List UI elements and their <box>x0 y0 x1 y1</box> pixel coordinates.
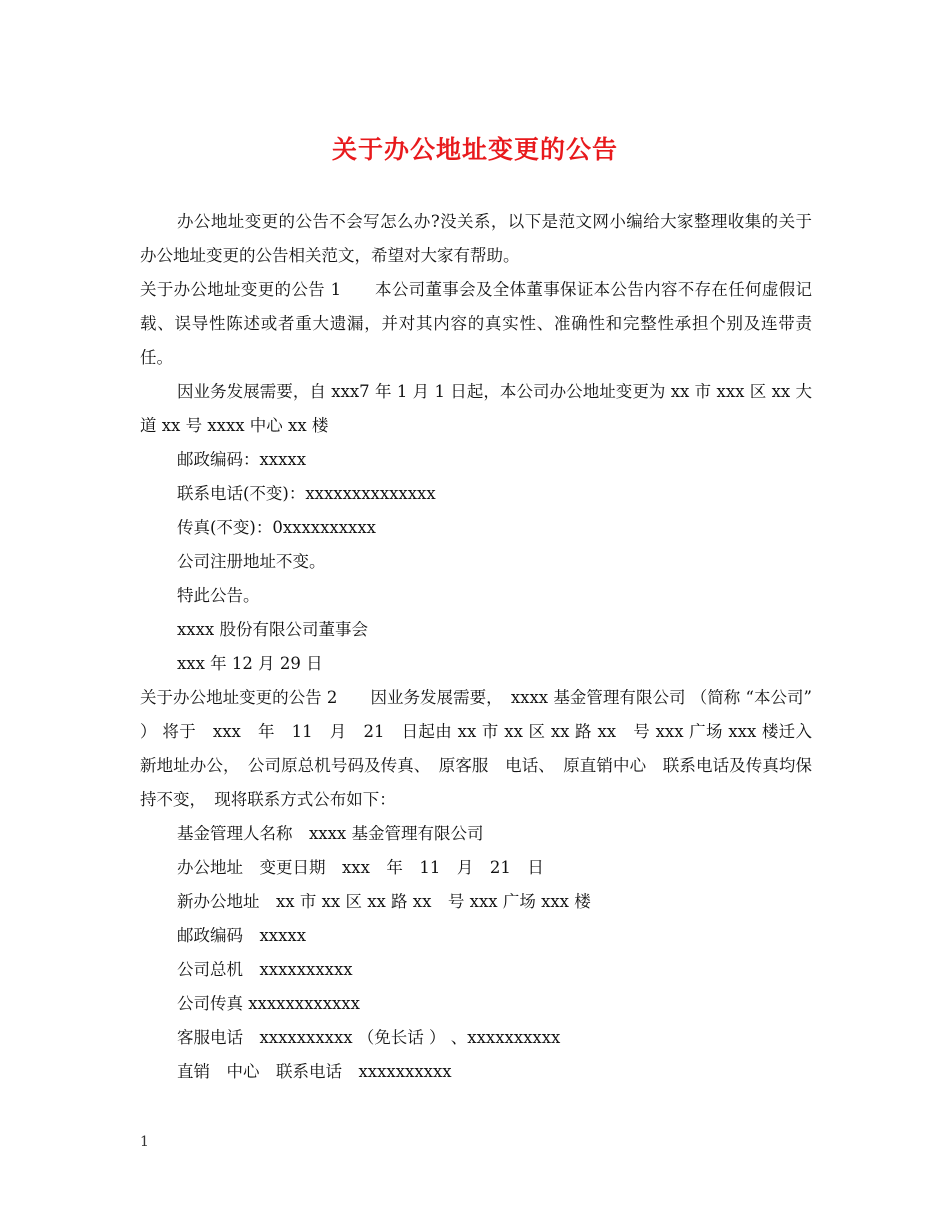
paragraph-notice-2-heading: 关于办公地址变更的公告 2 因业务发展需要， xxxx 基金管理有限公司 （简称 “本公司” ） 将于 xxx 年 11 月 21 日起由 xx 市 xx 区 xx 路 xx 号 xxx 广场 xxx 楼迁入新地址办公， 公司原总机号码及传真、 原客服 电话、 原直销中心 联系电话及传真均保持不变， 现将联系方式公布如下： <box>140 688 812 809</box>
paragraph-service-phone: 客服电话 xxxxxxxxxx （免长话 ） 、xxxxxxxxxx <box>177 1028 561 1047</box>
paragraph-fax: 传真(不变)：0xxxxxxxxxx <box>177 518 376 537</box>
paragraph-new-address: 因业务发展需要，自 xxx7 年 1 月 1 日起，本公司办公地址变更为 xx 市 xxx 区 xx 大道 xx 号 xxxx 中心 xx 楼 <box>140 382 812 435</box>
page-number: 1 <box>140 1134 149 1150</box>
paragraph-postal-code-2: 邮政编码 xxxxx <box>177 926 307 945</box>
document-body <box>140 205 812 1089</box>
paragraph-date: xxx 年 12 月 29 日 <box>177 654 323 673</box>
paragraph-direct-sales-phone: 直销 中心 联系电话 xxxxxxxxxx <box>177 1062 452 1081</box>
paragraph-new-office-address: 新办公地址 xx 市 xx 区 xx 路 xx 号 xxx 广场 xxx 楼 <box>177 892 591 911</box>
paragraph-registered-address: 公司注册地址不变。 <box>177 552 326 571</box>
paragraph-postal-code: 邮政编码：xxxxx <box>177 450 307 469</box>
paragraph-notice-end: 特此公告。 <box>177 586 260 605</box>
paragraph-change-date: 办公地址 变更日期 xxx 年 11 月 21 日 <box>177 858 544 877</box>
paragraph-company-fax: 公司传真 xxxxxxxxxxxx <box>177 994 360 1013</box>
paragraph-switchboard: 公司总机 xxxxxxxxxx <box>177 960 353 979</box>
paragraph-intro: 办公地址变更的公告不会写怎么办?没关系，以下是范文网小编给大家整理收集的关于办公地址变更的公告相关范文，希望对大家有帮助。 <box>140 212 812 265</box>
paragraph-notice-1-heading: 关于办公地址变更的公告 1 本公司董事会及全体董事保证本公告内容不存在任何虚假记载、误导性陈述或者重大遗漏，并对其内容的真实性、准确性和完整性承担个别及连带责任。 <box>140 280 812 367</box>
document-title: 关于办公地址变更的公告 <box>331 135 618 164</box>
paragraph-signature: xxxx 股份有限公司董事会 <box>177 620 368 639</box>
paragraph-fund-manager: 基金管理人名称 xxxx 基金管理有限公司 <box>177 824 484 843</box>
paragraph-phone: 联系电话(不变)：xxxxxxxxxxxxxx <box>177 484 436 503</box>
